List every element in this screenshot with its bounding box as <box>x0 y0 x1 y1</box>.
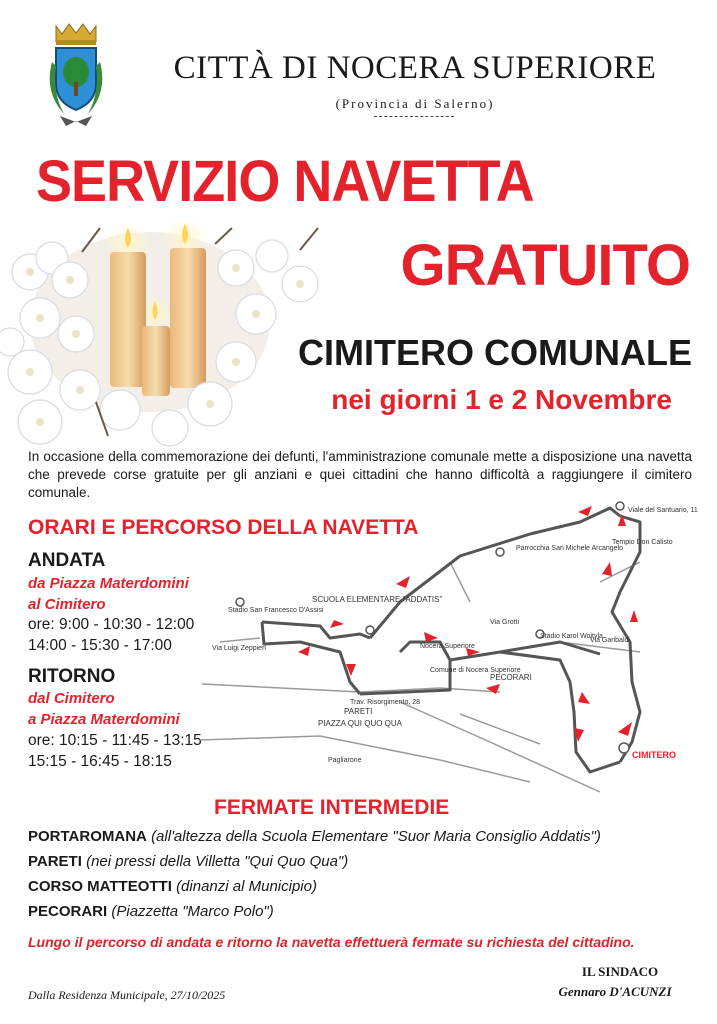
map-label-nocera: Nocera Superiore <box>420 643 475 650</box>
map-label-viale: Viale del Santuario, 11 <box>628 507 698 514</box>
header-divider <box>374 116 454 117</box>
map-label-via-luigi: Via Luigi Zeppieri <box>212 645 266 652</box>
stop-item <box>28 853 348 870</box>
ritorno-times-1: ore: 10:15 - 11:45 - 13:15 <box>28 732 202 749</box>
ritorno-to: a Piazza Materdomini <box>28 711 180 728</box>
map-label-scuola: SCUOLA ELEMENTARE "ADDATIS" <box>312 595 443 604</box>
ritorno-times-2: 15:15 - 16:45 - 18:15 <box>28 753 172 770</box>
stop-item <box>28 878 317 895</box>
headline-line1: SERVIZIO NAVETTA <box>36 149 534 214</box>
map-label-piazza: PIAZZA QUI QUO QUA <box>318 719 403 728</box>
footer-date: Dalla Residenza Municipale, 27/10/2025 <box>28 988 226 1002</box>
city-crest-icon <box>42 22 110 130</box>
stop-name: PORTAROMANA <box>28 828 147 845</box>
stop-name: PARETI <box>28 853 82 870</box>
map-label-pecorari: PECORARI <box>490 673 532 682</box>
stop-item <box>28 828 601 845</box>
map-label-pareti: PARETI <box>344 707 373 716</box>
headline-line2: GRATUITO <box>400 233 690 298</box>
stop-desc: (nei pressi della Villetta "Qui Quo Qua") <box>86 853 349 870</box>
province-label: (Provincia di Salerno) <box>335 96 495 111</box>
headline-dates: nei giorni 1 e 2 Novembre <box>331 384 672 415</box>
map-label-cimitero: CIMITERO <box>632 750 676 760</box>
andata-times-1: ore: 9:00 - 10:30 - 12:00 <box>28 616 195 633</box>
map-label-parrocchia: Parrocchia San Michele Arcangelo <box>516 545 624 552</box>
map-label-via-garibaldi: Via Garibaldi <box>590 637 630 644</box>
map-label-tempio: Tempio Don Calisto <box>612 539 673 546</box>
ritorno-title: RITORNO <box>28 666 116 687</box>
city-title: CITTÀ DI NOCERA SUPERIORE <box>173 50 657 86</box>
stops-title: FERMATE INTERMEDIE <box>214 796 450 819</box>
andata-to: al Cimitero <box>28 596 106 613</box>
map-label-stadio-wojtyla: Stadio Karol Wojtyla <box>540 633 603 640</box>
andata-from: da Piazza Materdomini <box>28 575 189 592</box>
andata-times-2: 14:00 - 15:30 - 17:00 <box>28 637 172 654</box>
stop-desc: (all'altezza della Scuola Elementare "Suor Maria Consiglio Addatis") <box>151 828 601 845</box>
headline-subtitle: CIMITERO COMUNALE <box>298 332 692 373</box>
stop-desc: (Piazzetta "Marco Polo") <box>111 903 274 920</box>
mayor-name: Gennaro D'ACUNZI <box>558 984 672 999</box>
intro-paragraph: In occasione della commemorazione dei defunti, l'amministrazione comunale mette a disposizione una navetta che prevede corse gratuite per gli anziani e quei cittadini che hanno difficoltà a raggiungere il cimitero comunale. <box>28 449 692 500</box>
route-map <box>200 492 700 804</box>
ritorno-from: dal Cimitero <box>28 690 115 707</box>
map-label-stadio-assisi: Stadio San Francesco D'Assisi <box>228 607 324 614</box>
map-label-risorgimento: Trav. Risorgimento, 28 <box>350 699 421 706</box>
stop-desc: (dinanzi al Municipio) <box>176 878 317 895</box>
stop-item <box>28 903 274 920</box>
schedule-title: ORARI E PERCORSO DELLA NAVETTA <box>28 516 419 539</box>
stop-name: CORSO MATTEOTTI <box>28 878 172 895</box>
map-label-pagliarone: Pagliarone <box>328 757 362 764</box>
map-label-via-grotti: Via Grotti <box>490 619 520 626</box>
andata-title: ANDATA <box>28 550 106 571</box>
stop-name: PECORARI <box>28 903 108 920</box>
mayor-title: IL SINDACO <box>581 964 659 979</box>
map-label-comune: Comune di Nocera Superiore <box>430 667 521 674</box>
request-stops-note: Lungo il percorso di andata e ritorno la navetta effettuerà fermate su richiesta del cittadino. <box>28 934 635 950</box>
